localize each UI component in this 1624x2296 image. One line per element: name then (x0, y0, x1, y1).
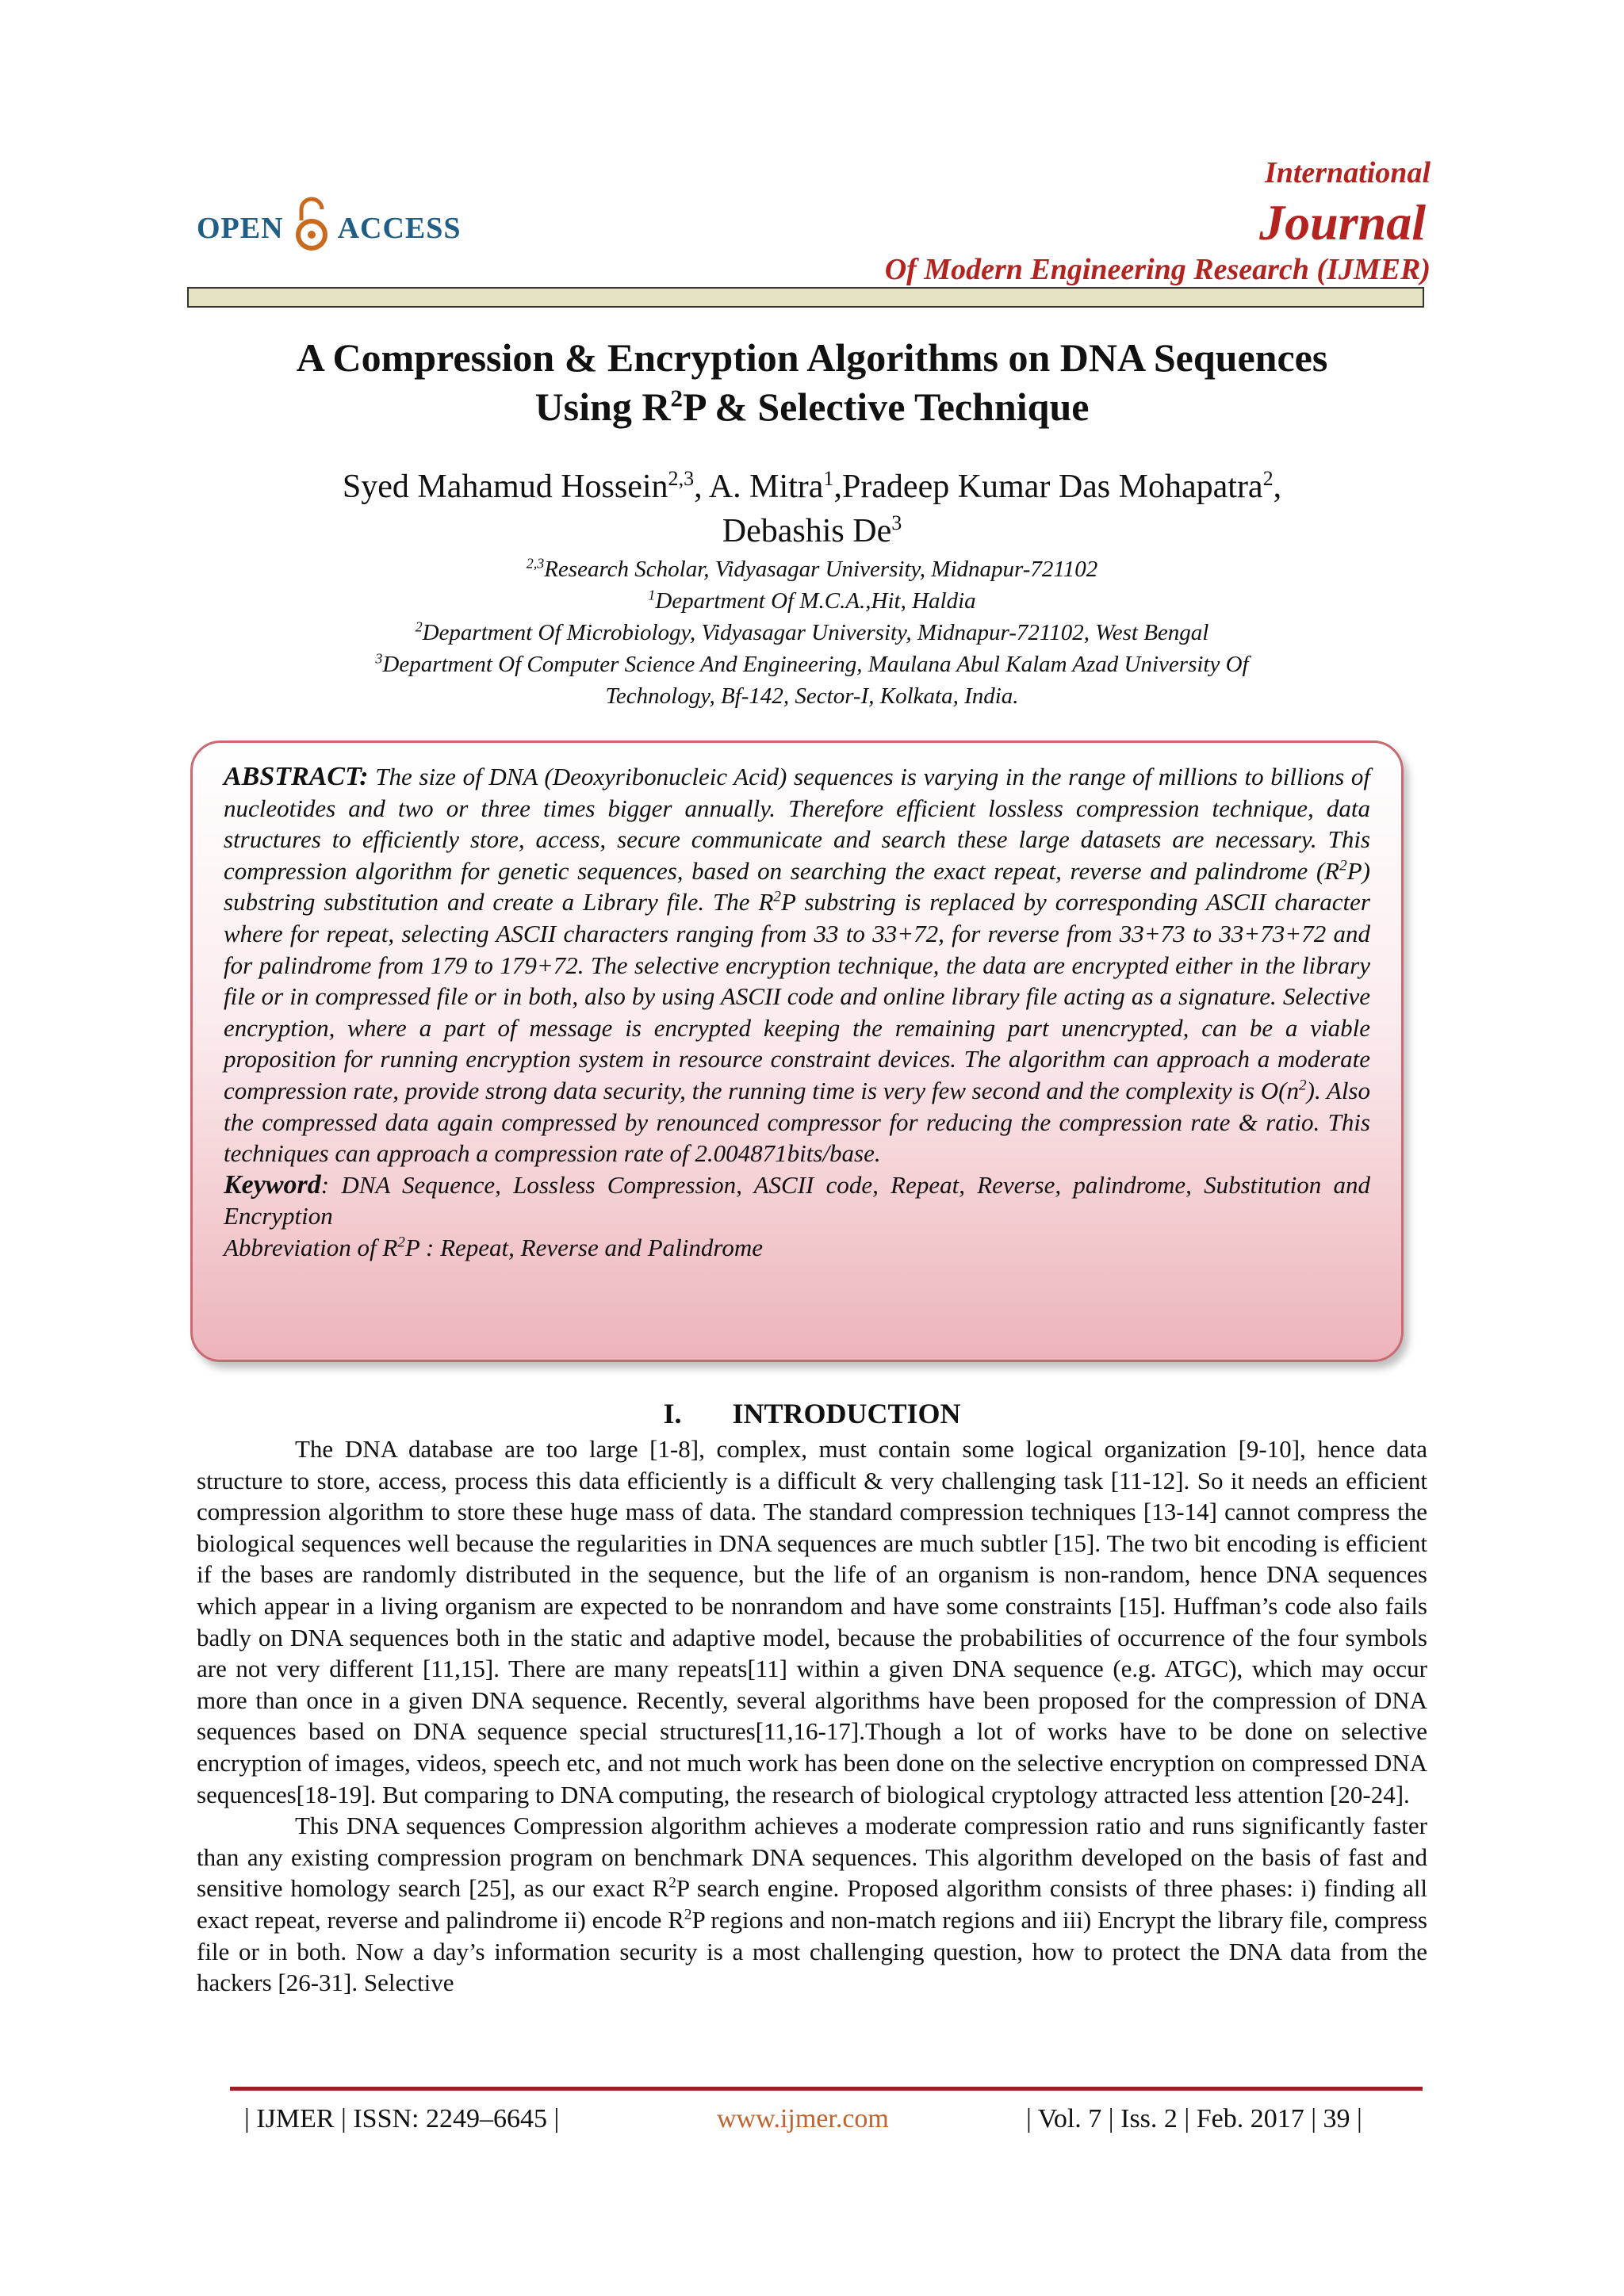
journal-word: Journal (1259, 194, 1426, 251)
journal-international: International (1264, 156, 1431, 189)
intro-paragraph-2: This DNA sequences Compression algorithm achieves a moderate compression ratio and runs significantly faster than any existing compression program on benchmark DNA sequences. This algorithm developed on the basis of fast and sensitive homology search [25], as our exact $R^2P$ search engine. Proposed algorithm consists of three phases: i) finding all exact repeat, reverse and palindrome ii) encode $R^2P$ regions and non-match regions and iii) Encrypt the library file, compress file or in both. Now a day’s information security is a most challenging question, how to protect the DNA data from the hackers [26-31]. Selective (197, 1812, 1427, 1997)
open-access-left: OPEN (197, 212, 284, 245)
paper-title (119, 333, 1505, 431)
abstract-paragraph: ABSTRACT: The size of DNA (Deoxyribonucleic Acid) sequences is varying in the range of millions to billions of nucleotides and two or three times bigger annually. Therefore efficient lossless compression technique, data structures to efficiently store, access, secure communicate and search these large datasets are necessary. This compression algorithm for genetic sequences, based on searching the exact repeat, reverse and palindrome $(R^2P)$ substring substitution and create a Library file. The $R^2P$ substring is replaced by corresponding ASCII character where for repeat, selecting ASCII characters ranging from 33 to 33+72, for reverse from 33+73 to 33+73+72 and for palindrome from 179 to 179+72. The selective encryption technique, the data are encrypted either in the library file or in compressed file or in both, also by using ASCII code and online library file acting as a signature. Selective encryption, where a part of message is encrypted keeping the remaining part unencrypted, can be a viable proposition for running encryption system in resource constraint devices. The algorithm can approach a moderate compression rate, provide strong data security, the running time is very few second and the complexity is $O(n^2)$. Also the compressed data again compressed by renounced compressor for reducing the compression rate & ratio. This techniques can approach a compression rate of 2.004871bits/base. (224, 762, 1371, 1168)
header-bar (187, 287, 1424, 308)
title-line-1: A Compression & Encryption Algorithms on DNA Sequences (296, 335, 1328, 380)
section-title: INTRODUCTION (732, 1398, 961, 1429)
intro-paragraph-1: The DNA database are too large [1-8], complex, must contain some logical organization [9-10], hence data structure to store, access, process this data efficiently is a difficult & very challenging task [11-12]. So it needs an efficient compression algorithm to store these huge mass of data. The standard compression techniques [13-14] cannot compress the biological sequences well because the regularities in DNA sequences are much subtler [15]. The two bit encoding is efficient if the bases are randomly distributed in the sequence, but the life of an organism is non-random, hence DNA sequences which appear in a living organism are expected to be nonrandom and have some constraints [15]. Huffman’s code also fails badly on DNA sequences both in the static and adaptive model, because the probabilities of occurrence of the four symbols are not very different [11,15]. There are many repeats[11] within a given DNA sequence (e.g. ATGC), which may occur more than once in a given DNA sequence. Recently, several algorithms have been proposed for the compression of DNA sequences based on DNA sequence special structures[11,16-17].Though a lot of works have to be done on selective encryption of images, videos, speech etc, and not much work has been done on the selective encryption on compressed DNA sequences[18-19]. But comparing to DNA computing, the research of biological cryptology attracted less attention [20-24]. (197, 1435, 1427, 1808)
open-lock-icon (293, 197, 330, 260)
author-list (119, 465, 1505, 553)
abstract-text (224, 761, 1370, 1264)
open-access-logo (197, 197, 462, 260)
abstract-label: ABSTRACT: (224, 762, 369, 791)
affiliation-line: $^2$Department Of Microbiology, Vidyasagar University, Midnapur-721102, West Bengal (415, 618, 1209, 645)
section-number: I. (663, 1398, 682, 1429)
footer-volume: | Vol. 7 | Iss. 2 | Feb. 2017 | 39 | (1026, 2104, 1362, 2133)
open-access-right: ACCESS (337, 212, 462, 245)
footer-issn: | IJMER | ISSN: 2249–6645 | (244, 2104, 560, 2133)
abbreviation: Abbreviation of $R^2P$ : Repeat, Reverse and Palindrome (224, 1233, 763, 1261)
authors-line-2: Debashis De$^3$ (722, 511, 902, 549)
affiliation-line: $^1$Department Of M.C.A.,Hit, Haldia (648, 587, 976, 614)
footer-rule (230, 2087, 1423, 2091)
affiliation-line: $^3$Department Of Computer Science And Engineering, Maulana Abul Kalam Azad University Of (375, 650, 1249, 677)
affiliation-line: Technology, Bf-142, Sector-I, Kolkata, India. (605, 683, 1019, 709)
journal-name: Of Modern Engineering Research (IJMER) (884, 253, 1431, 286)
section-heading (0, 1397, 1624, 1430)
authors-line-1: Syed Mahamud Hossein$^{2,3}$, A. Mitra$^1$,Pradeep Kumar Das Mohapatra$^2$, (342, 467, 1282, 505)
footer-website-link[interactable]: www.ijmer.com (717, 2104, 889, 2133)
affiliations (119, 553, 1505, 712)
affiliation-line: $^{2,3}$Research Scholar, Vidyasagar University, Midnapur-721102 (526, 555, 1098, 582)
title-line-2: Using $R^2P$ & Selective Technique (534, 384, 1090, 429)
introduction-body (197, 1433, 1427, 1999)
keywords: Keyword: DNA Sequence, Lossless Compression, ASCII code, Repeat, Reverse, palindrome, Substitution and Encryption (224, 1169, 1370, 1230)
keyword-label: Keyword (224, 1169, 321, 1200)
